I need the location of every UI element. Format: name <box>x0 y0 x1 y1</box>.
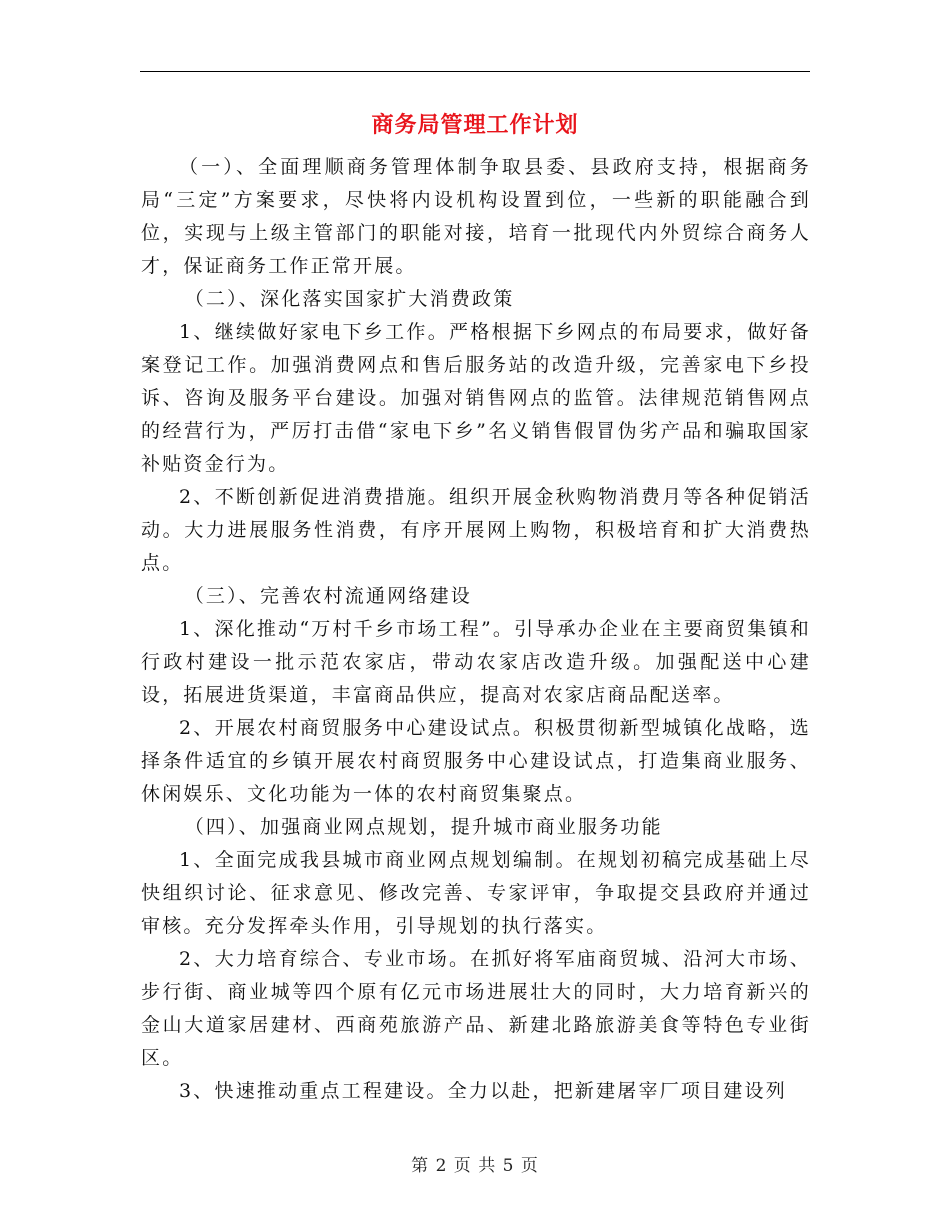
page-footer: 第 2 页 共 5 页 <box>411 1156 539 1176</box>
paragraph-2-1: 1、继续做好家电下乡工作。严格根据下乡网点的布局要求，做好备案登记工作。加强消费网点和售后服务站的改造升级，完善家电下乡投诉、咨询及服务平台建设。加强对销售网点的监管。法律规范销售网点的经营行为，严厉打击借“家电下乡”名义销售假冒伪劣产品和骗取国家补贴资金行为。 <box>141 321 811 475</box>
section-heading-3: （三）、完善农村流通网络建设 <box>184 585 472 607</box>
paragraph-4-3: 3、快速推动重点工程建设。全力以赴，把新建屠宰厂项目建设列 <box>179 1080 787 1102</box>
paragraph-4-1: 1、全面完成我县城市商业网点规划编制。在规划初稿完成基础上尽快组织讨论、征求意见、修改完善、专家评审，争取提交县政府并通过审核。充分发挥牵头作用，引导规划的执行落实。 <box>141 849 811 937</box>
document-title: 商务局管理工作计划 <box>371 112 579 138</box>
paragraph-1: （一）、全面理顺商务管理体制争取县委、县政府支持，根据商务局“三定”方案要求，尽快将内设机构设置到位，一些新的职能融合到位，实现与上级主管部门的职能对接，培育一批现代内外贸综合商务人才，保证商务工作正常开展。 <box>141 156 811 277</box>
paragraph-3-2: 2、开展农村商贸服务中心建设试点。积极贯彻新型城镇化战略，选择条件适宜的乡镇开展农村商贸服务中心建设试点，打造集商业服务、休闲娱乐、文化功能为一体的农村商贸集聚点。 <box>141 717 811 805</box>
paragraph-3-1: 1、深化推动“万村千乡市场工程”。引导承办企业在主要商贸集镇和行政村建设一批示范农家店，带动农家店改造升级。加强配送中心建设，拓展进货渠道，丰富商品供应，提高对农家店商品配送率。 <box>141 618 811 706</box>
section-heading-4: （四）、加强商业网点规划，提升城市商业服务功能 <box>184 816 663 838</box>
paragraph-2-2: 2、不断创新促进消费措施。组织开展金秋购物消费月等各种促销活动。大力进展服务性消费，有序开展网上购物，积极培育和扩大消费热点。 <box>141 486 811 574</box>
document-body <box>141 151 811 1108</box>
paragraph-4-2: 2、大力培育综合、专业市场。在抓好将军庙商贸城、沿河大市场、步行街、商业城等四个原有亿元市场进展壮大的同时，大力培育新兴的金山大道家居建材、西商苑旅游产品、新建北路旅游美食等特色专业街区。 <box>141 948 811 1069</box>
section-heading-2: （二）、深化落实国家扩大消费政策 <box>184 288 515 310</box>
header-rule <box>140 71 810 72</box>
